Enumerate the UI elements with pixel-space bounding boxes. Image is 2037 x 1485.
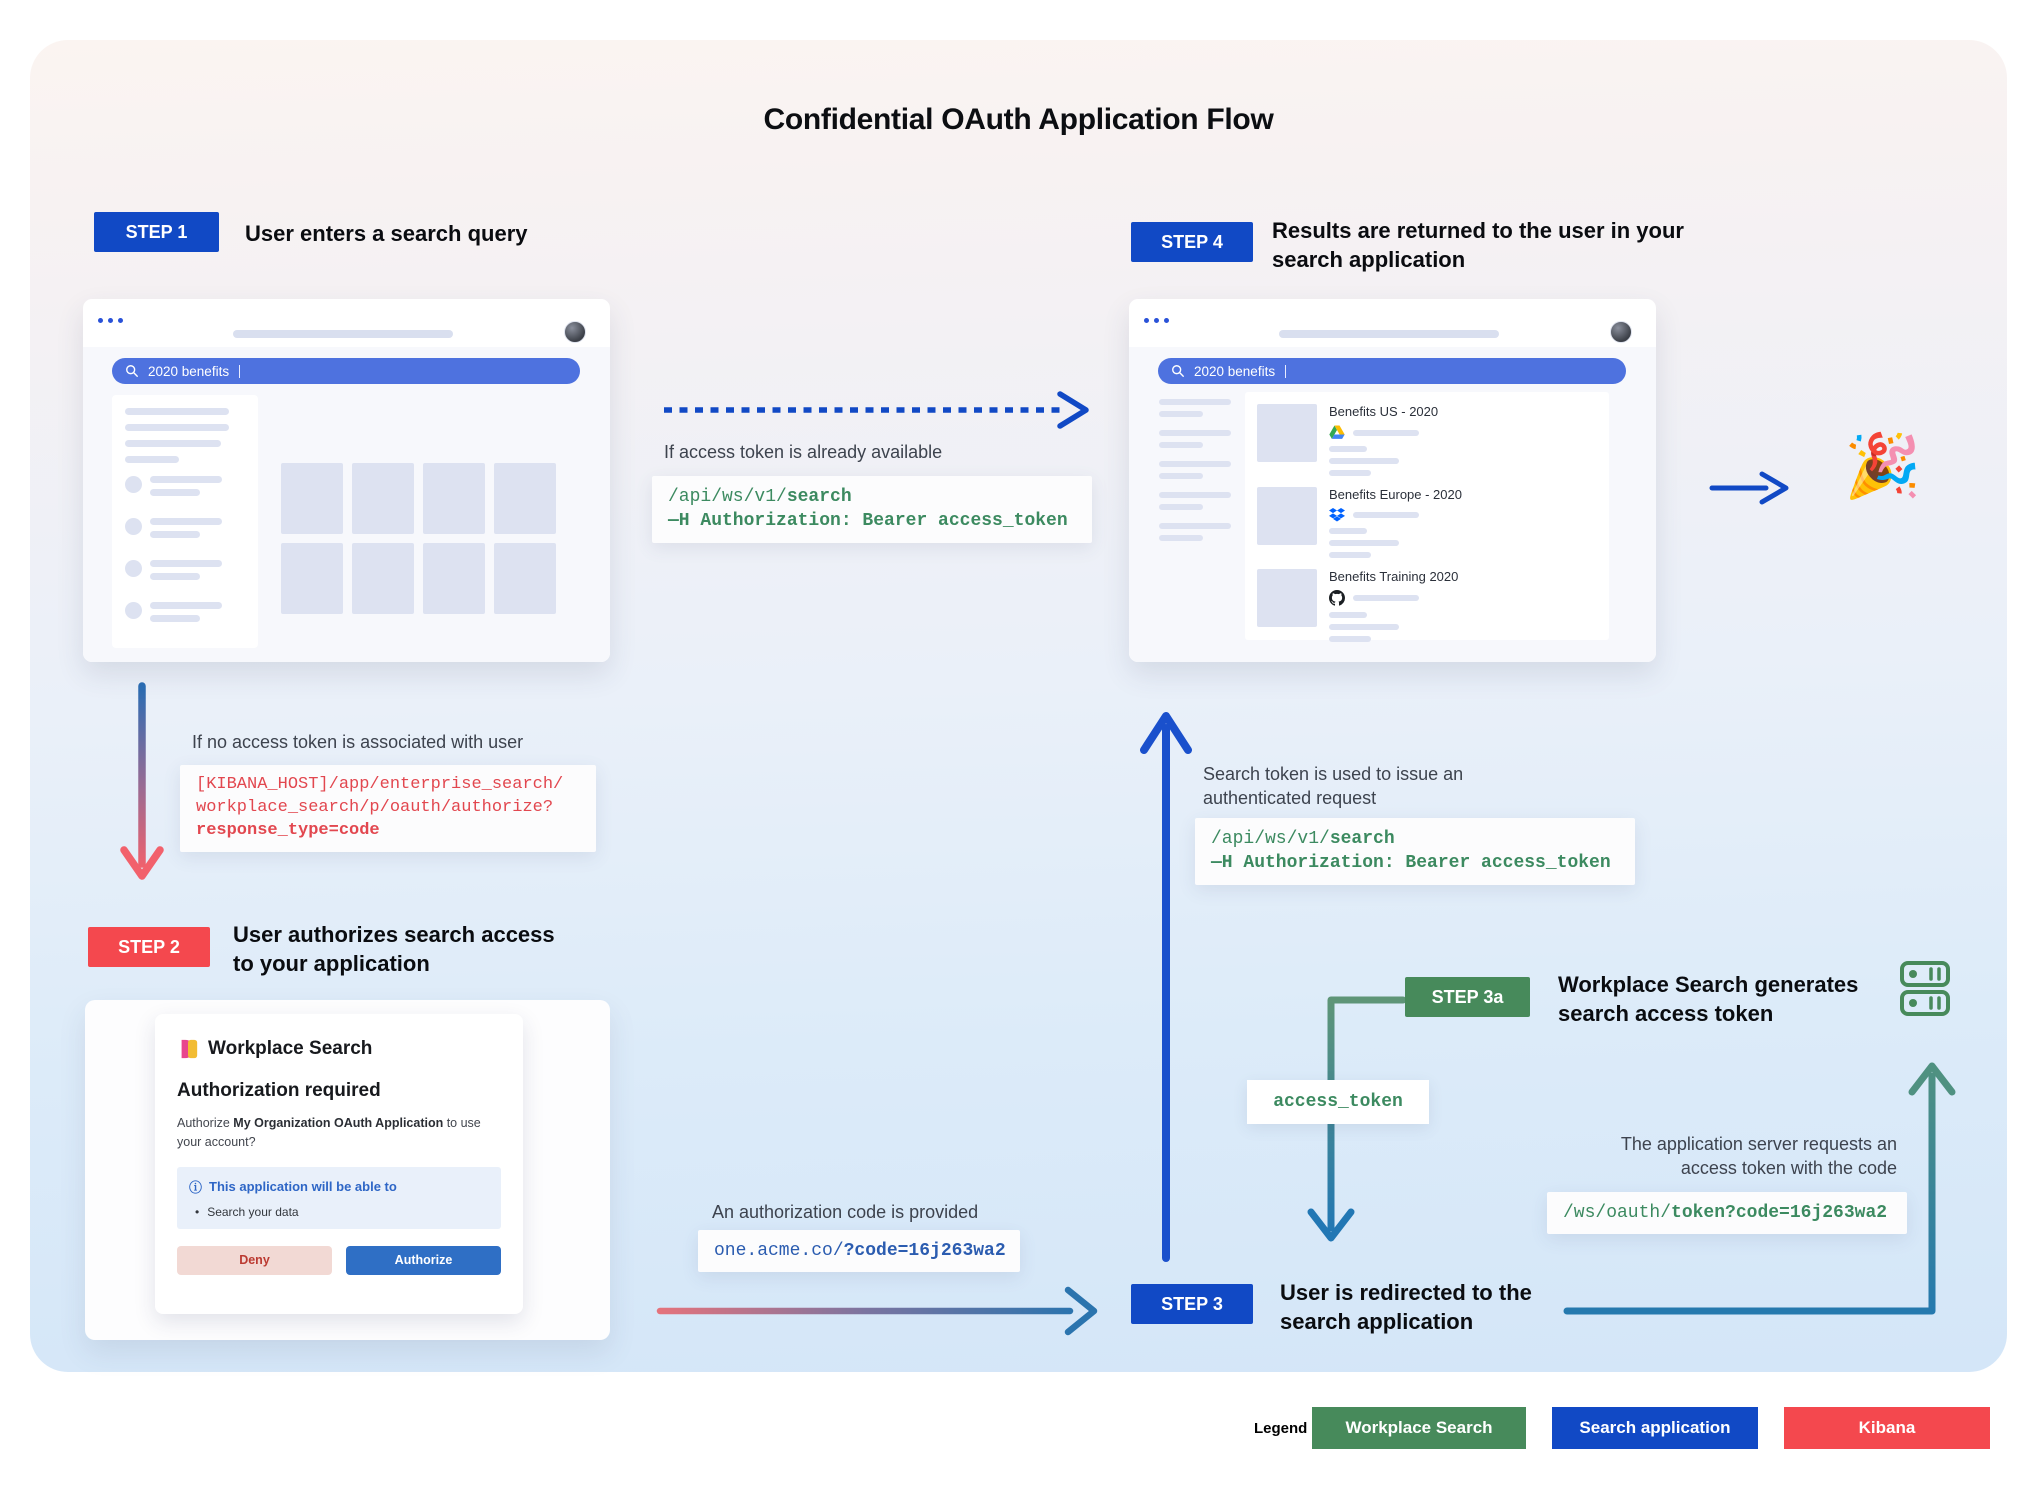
result-thumbnail <box>1257 569 1317 627</box>
access-token-label: access_token <box>1247 1080 1429 1124</box>
search-api-code: /api/ws/v1/search —H Authorization: Bearer access_token <box>652 476 1092 543</box>
legend-workplace-search: Workplace Search <box>1312 1407 1526 1449</box>
scope-item: • Search your data <box>189 1205 489 1219</box>
step1-badge: STEP 1 <box>94 212 219 252</box>
search-token-note: Search token is used to issue an authenticated request <box>1203 764 1464 809</box>
scope-info-box: ⓘ This application will be able to • Search your data <box>177 1167 501 1229</box>
redirect-code: one.acme.co/?code=16j263wa2 <box>698 1230 1020 1272</box>
search-icon <box>1171 364 1185 378</box>
result-title: Benefits Europe - 2020 <box>1329 487 1462 502</box>
info-icon: ⓘ <box>189 1179 203 1195</box>
kibana-authorize-code: [KIBANA_HOST]/app/enterprise_search/ workplace_search/p/oauth/authorize? response_type=code <box>180 765 596 852</box>
no-token-note: If no access token is associated with user <box>192 732 524 752</box>
deny-button[interactable]: Deny <box>177 1246 332 1275</box>
legend-kibana: Kibana <box>1784 1407 1990 1449</box>
text-cursor <box>1285 365 1286 378</box>
search-icon <box>125 364 139 378</box>
result-thumbnail <box>1257 404 1317 462</box>
step3a-badge: STEP 3a <box>1405 977 1530 1017</box>
authorization-screen <box>85 1000 610 1340</box>
results-grid-skeleton <box>281 463 561 614</box>
step3-badge: STEP 3 <box>1131 1284 1253 1324</box>
result-row[interactable] <box>1257 569 1597 642</box>
result-row[interactable] <box>1257 404 1597 476</box>
user-avatar[interactable] <box>1610 321 1632 343</box>
server-request-note: The application server requests an access token with the code <box>1620 1134 1897 1179</box>
window-dots-icon <box>1144 310 1174 328</box>
results-card <box>1245 392 1609 640</box>
authorization-dialog <box>155 1014 523 1314</box>
celebration-emoji: 🎉 <box>1844 432 1922 501</box>
token-available-note: If access token is already available <box>664 442 943 462</box>
step2-heading: User authorizes search access to your application <box>233 922 555 977</box>
search-query: 2020 benefits <box>1194 363 1276 379</box>
user-avatar[interactable] <box>564 321 586 343</box>
step1-heading: User enters a search query <box>245 221 528 246</box>
result-row[interactable] <box>1257 487 1597 558</box>
step4-heading: Results are returned to the user in your search application <box>1272 218 1684 273</box>
github-icon <box>1329 590 1345 606</box>
result-thumbnail <box>1257 487 1317 545</box>
result-title: Benefits Training 2020 <box>1329 569 1459 584</box>
sidebar-skeleton <box>112 395 258 648</box>
authorize-button[interactable]: Authorize <box>346 1246 501 1275</box>
token-exchange-code: /ws/oauth/token?code=16j263wa2 <box>1547 1192 1907 1234</box>
legend-label: Legend <box>1254 1420 1308 1437</box>
results-window <box>1129 299 1656 662</box>
legend-search-application: Search application <box>1552 1407 1758 1449</box>
dialog-brand: Workplace Search <box>208 1038 373 1059</box>
dropbox-icon <box>1329 508 1345 522</box>
step3-heading: User is redirected to the search application <box>1280 1280 1532 1335</box>
auth-code-note: An authorization code is provided <box>712 1202 979 1222</box>
search-input[interactable] <box>1158 358 1626 384</box>
page-title: Confidential OAuth Application Flow <box>763 103 1274 136</box>
facet-skeleton <box>1159 399 1231 554</box>
result-title: Benefits US - 2020 <box>1329 404 1439 419</box>
step4-badge: STEP 4 <box>1131 222 1253 262</box>
address-bar <box>1279 330 1499 338</box>
search-query: 2020 benefits <box>148 363 230 379</box>
server-icon <box>1898 958 1952 1020</box>
workplace-search-logo-icon <box>177 1038 199 1060</box>
search-api-code-2: /api/ws/v1/search —H Authorization: Bearer access_token <box>1195 818 1635 885</box>
text-cursor <box>239 365 240 378</box>
step2-badge: STEP 2 <box>88 927 210 967</box>
address-bar <box>233 330 453 338</box>
window-dots-icon <box>98 310 128 328</box>
dialog-body: Authorize My Organization OAuth Application to use your account? <box>177 1116 481 1150</box>
search-app-window <box>83 299 610 662</box>
google-drive-icon <box>1329 425 1345 440</box>
step3a-heading: Workplace Search generates search access token <box>1558 972 1859 1027</box>
dialog-heading: Authorization required <box>177 1080 381 1101</box>
search-input[interactable] <box>112 358 580 384</box>
